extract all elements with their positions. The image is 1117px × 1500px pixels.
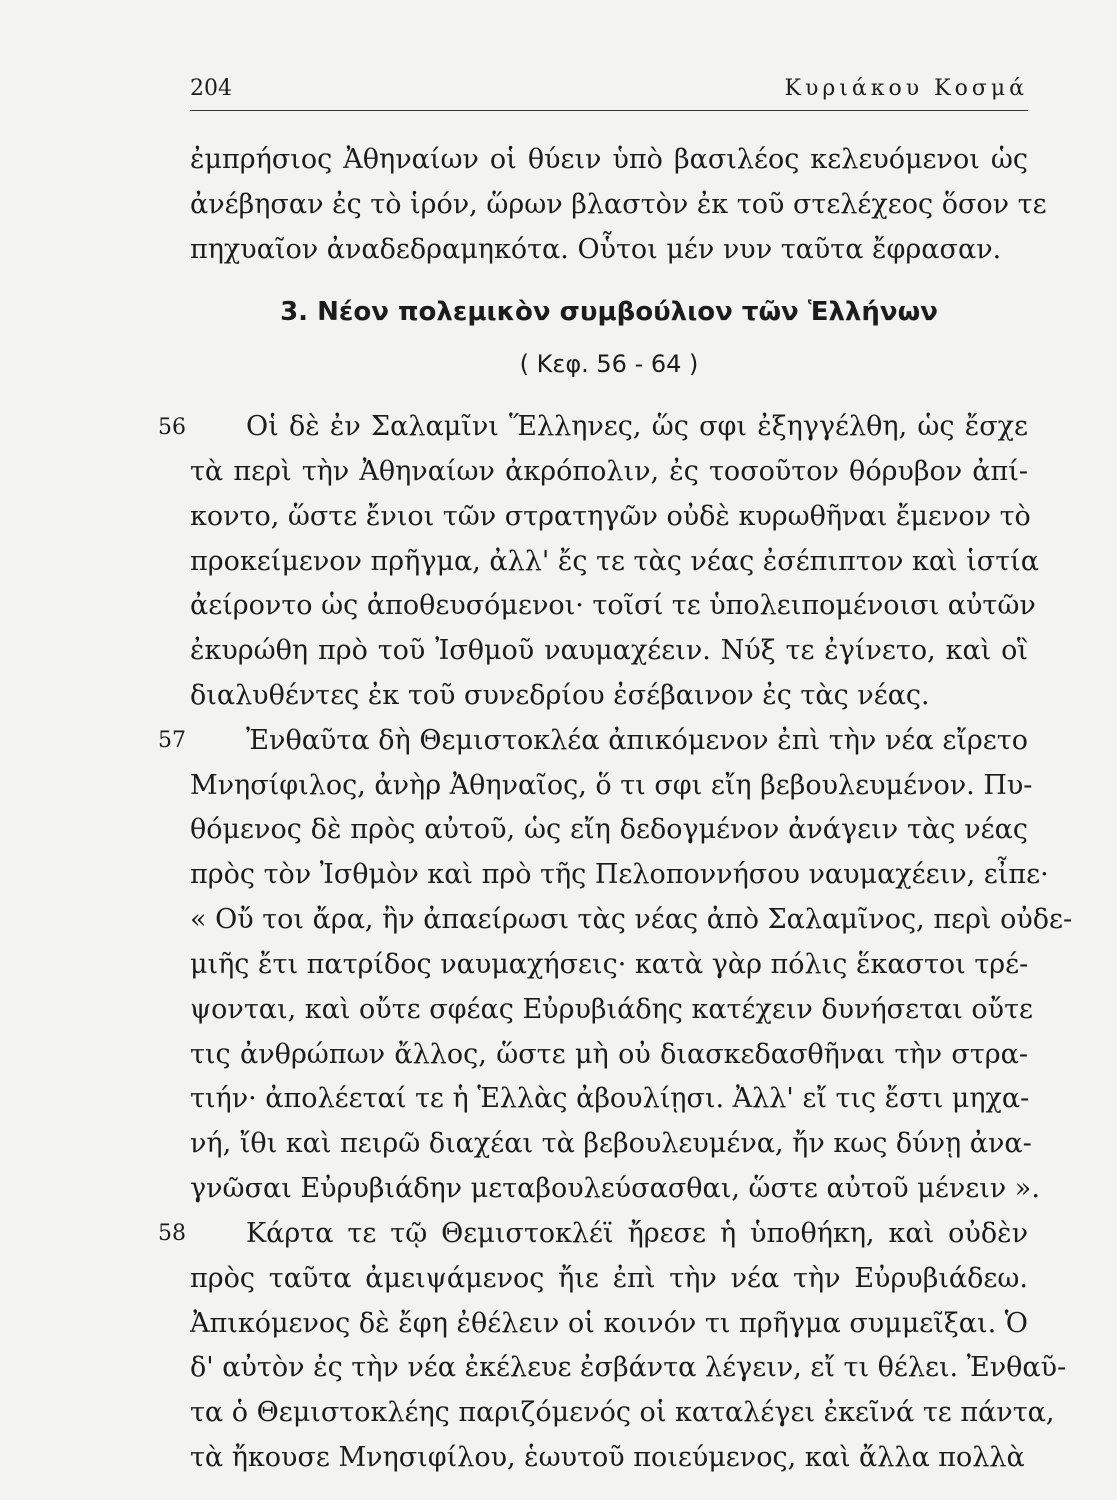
text-line: Μνησίφιλος, ἀνὴρ Ἀθηναῖος, ὅ τι σφι εἴη βεβουλευμένον. Πυ- (190, 769, 1033, 801)
chapter-reference: ( Κεφ. 56 - 64 ) (519, 350, 699, 379)
text-line: κοντο, ὥστε ἔνιοι τῶν στρατηγῶν οὐδὲ κυρωθῆναι ἔμενον τὸ (190, 500, 1031, 532)
text-line: ἐμπρήσιος Ἀθηναίων οἱ θύειν ὑπὸ βασιλέος κελευόμενοι ὡς (190, 144, 1028, 175)
text-line: ἐκυρώθη πρὸ τοῦ Ἰσθμοῦ ναυμαχέειν. Νύξ τε ἐγίνετο, καὶ οἳ (190, 635, 1028, 667)
text-line: ἀείροντο ὡς ἀποθευσόμενοι· τοῖσί τε ὑπολειπομένοισι αὐτῶν (190, 590, 1036, 622)
page-number: 204 (190, 76, 232, 101)
margin-number: 58 (158, 1221, 186, 1247)
margin-number: 57 (158, 728, 186, 754)
running-head: Κυριάκου Κοσμά (784, 76, 1028, 101)
text-line: Ἀπικόμενος δὲ ἔφη ἐθέλειν οἱ κοινόν τι πρῆγμα συμμεῖξαι. Ὁ (190, 1307, 1028, 1339)
text-line: νή, ἴθι καὶ πειρῶ διαχέαι τὰ βεβουλευμένα, ἤν κως δύνῃ ἀνα- (190, 1128, 1032, 1160)
text-line: Ἐνθαῦτα δὴ Θεμιστοκλέα ἀπικόμενον ἐπὶ τὴν νέα εἴρετο (246, 724, 1028, 756)
text-line: τὰ περὶ τὴν Ἀθηναίων ἀκρόπολιν, ἐς τοσοῦτον θόρυβον ἀπί- (190, 455, 1028, 487)
text-line: τὰ ἤκουσε Μνησιφίλου, ἑωυτοῦ ποιεύμενος, καὶ ἄλλα πολλὰ (190, 1442, 1025, 1473)
text-line: γνῶσαι Εὐρυβιάδην μεταβουλεύσασθαι, ὥστε αὐτοῦ μένειν ». (190, 1173, 1040, 1205)
text-line: ἀνέβησαν ἐς τὸ ἱρόν, ὥρων βλαστὸν ἐκ τοῦ στελέχεος ὅσον τε (190, 188, 1047, 220)
section-title: 3. Νέον πολεμικὸν συμβούλιον τῶν Ἑλλήνων (280, 297, 938, 327)
text-line: διαλυθέντες ἐκ τοῦ συνεδρίου ἐσέβαινον ἐς τὰς νέας. (190, 680, 930, 711)
text-line: θόμενος δὲ πρὸς αὐτοῦ, ὡς εἴη δεδογμένον ἀνάγειν τὰς νέας (190, 814, 1028, 846)
text-line: δ' αὐτὸν ἐς τὴν νέα ἐκέλευε ἐσβάντα λέγειν, εἴ τι θέλει. Ἐνθαῦ- (190, 1352, 1067, 1384)
text-line: τιήν· ἀπολέεταί τε ἡ Ἑλλὰς ἀβουλίῃσι. Ἀλλ' εἴ τις ἔστι μηχα- (190, 1083, 1030, 1115)
text-line: προκείμενον πρῆγμα, ἀλλ' ἔς τε τὰς νέας ἐσέπιπτον καὶ ἱστία (190, 545, 1039, 577)
margin-number: 56 (158, 414, 186, 440)
text-line: Οἱ δὲ ἐν Σαλαμῖνι Ἕλληνες, ὥς σφι ἐξηγγέλθη, ὡς ἔσχε (246, 411, 1028, 443)
text-line: ψονται, καὶ οὔτε σφέας Εὐρυβιάδης κατέχειν δυνήσεται οὔτε (190, 993, 1034, 1025)
page-header (190, 74, 1028, 111)
text-line: τα ὁ Θεμιστοκλέης παριζόμενός οἱ καταλέγει ἐκεῖνά τε πάντα, (190, 1397, 1055, 1429)
text-line: Κάρτα τε τῷ Θεμιστοκλέϊ ἤρεσε ἡ ὑποθήκη, καὶ οὐδὲν (246, 1217, 1028, 1249)
text-line: τις ἀνθρώπων ἄλλος, ὥστε μὴ οὐ διασκεδασθῆναι τὴν στρα- (190, 1038, 1028, 1070)
text-line: « Οὔ τοι ἄρα, ἢν ἀπαείρωσι τὰς νέας ἀπὸ Σαλαμῖνος, περὶ οὐδε- (190, 904, 1073, 936)
text-line: πρὸς τὸν Ἰσθμὸν καὶ πρὸ τῆς Πελοποννήσου ναυμαχέειν, εἶπε· (190, 859, 1049, 891)
text-line: μιῆς ἔτι πατρίδος ναυμαχήσεις· κατὰ γὰρ πόλις ἕκαστοι τρέ- (190, 948, 1029, 980)
text-line: πρὸς ταῦτα ἀμειψάμενος ἤιε ἐπὶ τὴν νέα τὴν Εὐρυβιάδεω. (190, 1262, 1028, 1294)
text-line: πηχυαῖον ἀναδεδραμηκότα. Οὗτοι μέν νυν ταῦτα ἔφρασαν. (190, 233, 1002, 265)
